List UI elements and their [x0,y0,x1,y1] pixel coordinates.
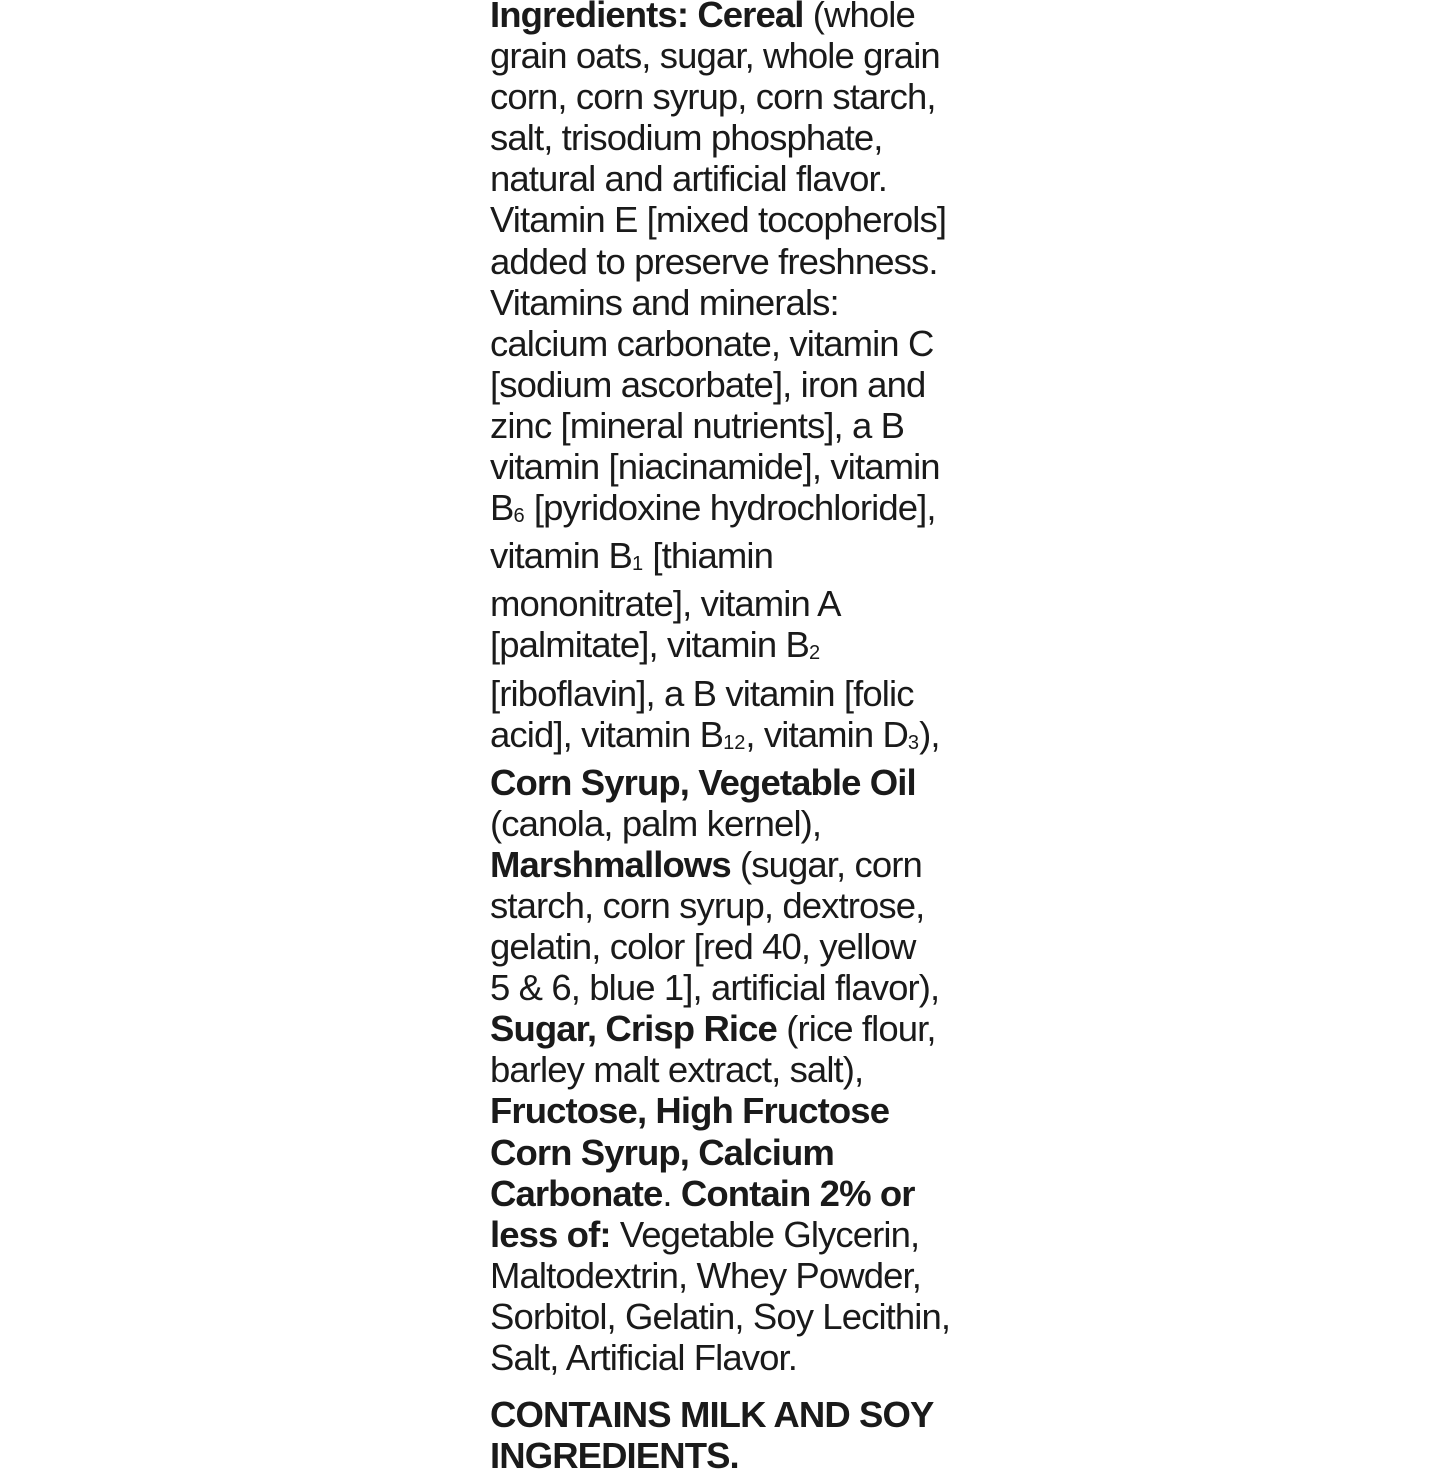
ingredient-line: vitamin [niacinamide], vitamin [490,446,940,488]
ingredient-line: 5 & 6, blue 1], artificial flavor), [490,967,940,1009]
ingredient-line: Ingredients: Cereal (whole [490,0,915,35]
ingredient-line-b1: vitamin $B_1$ [thiamin [490,535,774,577]
allergen-line: INGREDIENTS. [490,1435,739,1476]
allergen-statement [490,1394,960,1476]
ingredient-line: Corn Syrup, Calcium [490,1131,834,1173]
ingredient-line: [riboflavin], a B vitamin [folic [490,672,914,714]
ingredient-line: mononitrate], vitamin A [490,583,841,625]
ingredient-line-b6: $B_6$ [pyridoxine hydrochloride], [490,487,936,529]
ingredient-line: barley malt extract, salt), [490,1049,864,1091]
ingredient-line: grain oats, sugar, whole grain [490,35,940,77]
ingredient-line-b2: [palmitate], vitamin $B_2$ [490,624,821,666]
ingredient-line: Vitamin E [mixed tocopherols] [490,199,947,241]
ingredient-line: gelatin, color [red 40, yellow [490,926,916,968]
ingredient-line-b12-d3: acid], vitamin $B_{12}$, vitamin $D_3$), [490,713,940,755]
ingredient-line: Salt, Artificial Flavor. [490,1337,798,1378]
ingredient-line: Corn Syrup, Vegetable Oil [490,761,916,803]
ingredient-line: [sodium ascorbate], iron and [490,363,926,405]
allergen-line: CONTAINS MILK AND SOY [490,1394,934,1436]
ingredient-line: less of: Vegetable Glycerin, [490,1213,920,1255]
ingredient-line: Maltodextrin, Whey Powder, [490,1254,922,1296]
ingredient-line: Sugar, Crisp Rice (rice flour, [490,1008,936,1050]
ingredient-line: natural and artificial flavor. [490,158,888,200]
ingredient-line: salt, trisodium phosphate, [490,117,883,159]
ingredient-line: calcium carbonate, vitamin C [490,322,934,364]
ingredients-label-panel [490,0,960,1476]
ingredient-line-carbonate: Carbonate. Contain 2% or [490,1172,915,1214]
ingredient-line: corn, corn syrup, corn starch, [490,76,936,118]
ingredient-line: Marshmallows (sugar, corn [490,843,922,885]
ingredient-line: (canola, palm kernel), [490,802,822,844]
ingredient-line: starch, corn syrup, dextrose, [490,884,925,926]
ingredient-line: zinc [mineral nutrients], a B [490,404,905,446]
ingredient-line: Vitamins and minerals: [490,281,839,323]
ingredients-list [490,0,960,1378]
ingredient-line: added to preserve freshness. [490,240,938,282]
ingredient-line: Sorbitol, Gelatin, Soy Lecithin, [490,1295,951,1337]
ingredient-line: Fructose, High Fructose [490,1090,890,1132]
